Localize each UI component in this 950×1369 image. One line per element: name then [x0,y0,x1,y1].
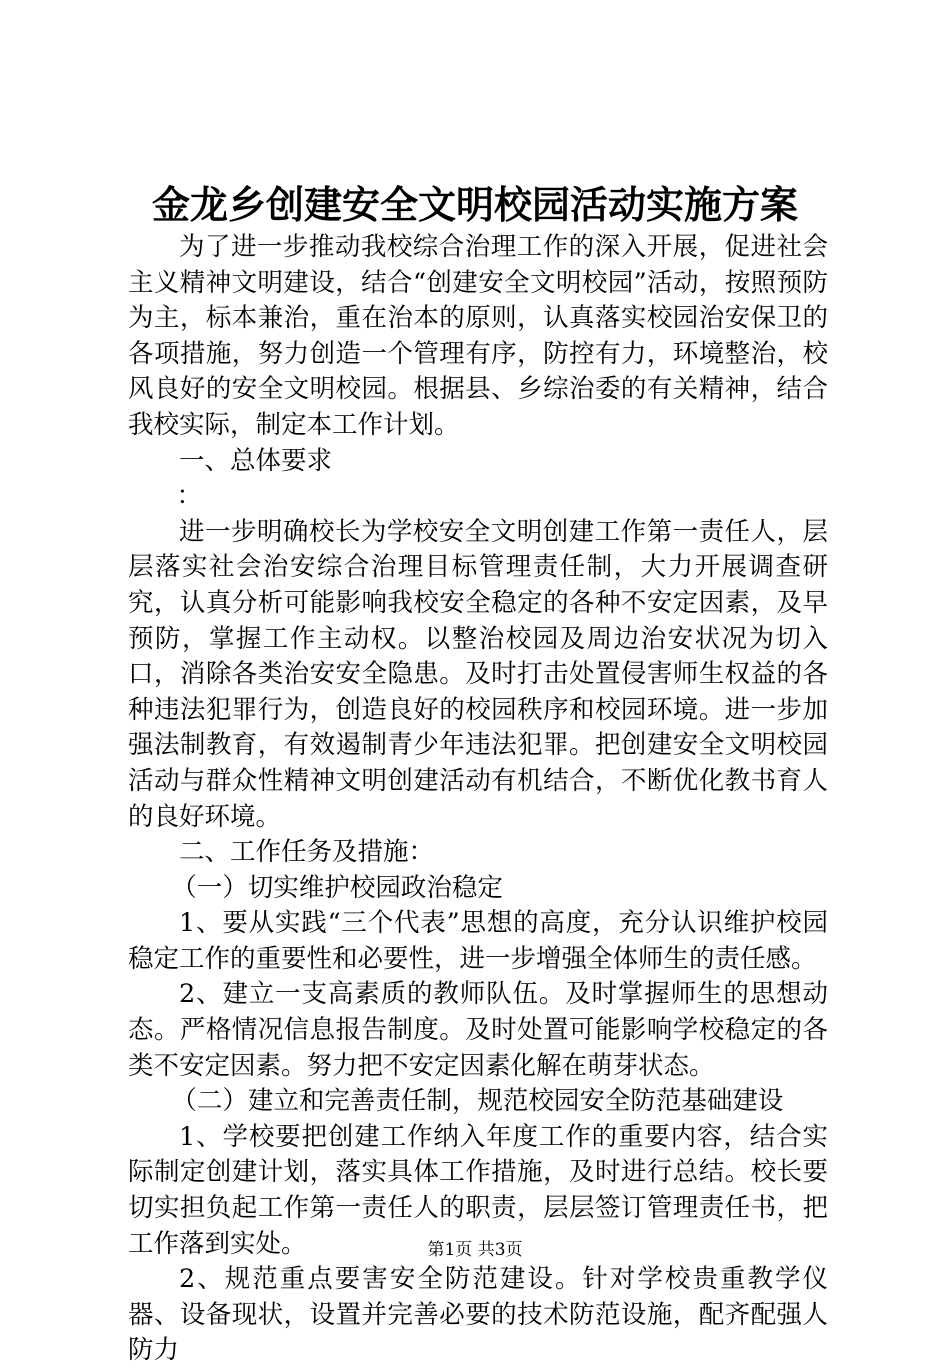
section-heading-tasks-measures: 二、工作任务及措施： [179,837,435,868]
subsection-heading-responsibility-system: （二）建立和完善责任制，规范校园安全防范基础建设 [171,1086,784,1117]
list-item-1: 1、要从实践“三个代表”思想的高度，充分认识维护校园稳定工作的重要性和必要性，进一步增强全体师生的责任感。 [128,908,828,974]
list-item-3: 1、学校要把创建工作纳入年度工作的重要内容，结合实际制定创建计划，落实具体工作措施，及时进行总结。校长要切实担负起工作第一责任人的职责，层层签订管理责任书，把工作落到实处。 [128,1121,828,1259]
section-heading-general-requirements: 一、总体要求 [179,445,333,476]
subsection-heading-political-stability: （一）切实维护校园政治稳定 [171,872,503,903]
document-title: 金龙乡创建安全文明校园活动实施方案 [151,182,798,227]
intro-paragraph: 为了进一步推动我校综合治理工作的深入开展，促进社会主义精神文明建设，结合“创建安全文明校园”活动，按照预防为主，标本兼治，重在治本的原则，认真落实校园治安保卫的各项措施，努力创造一个管理有序，防控有力，环境整治，校风良好的安全文明校园。根据县、乡综治委的有关精神，结合我校实际，制定本工作计划。 [128,232,828,440]
general-requirements-paragraph: 进一步明确校长为学校安全文明创建工作第一责任人，层层落实社会治安综合治理目标管理责任制，大力开展调查研究，认真分析可能影响我校安全稳定的各种不安定因素，及早预防，掌握工作主动权。以整治校园及周边治安状况为切入口，消除各类治安安全隐患。及时打击处置侵害师生权益的各种违法犯罪行为，创造良好的校园秩序和校园环境。进一步加强法制教育，有效遏制青少年违法犯罪。把创建安全文明校园活动与群众性精神文明创建活动有机结合，不断优化教书育人的良好环境。 [128,516,828,832]
list-item-2: 2、建立一支高素质的教师队伍。及时掌握师生的思想动态。严格情况信息报告制度。及时处置可能影响学校稳定的各类不安定因素。努力把不安定因素化解在萌芽状态。 [128,979,828,1081]
document-body [128,230,828,1369]
list-item-4: 2、规范重点要害安全防范建设。针对学校贵重教学仪器、设备现状，设置并完善必要的技术防范设施，配齐配强人防力 [128,1264,828,1366]
colon-line: ： [176,481,202,512]
page-footer: 第1页 共3页 [427,1240,523,1260]
